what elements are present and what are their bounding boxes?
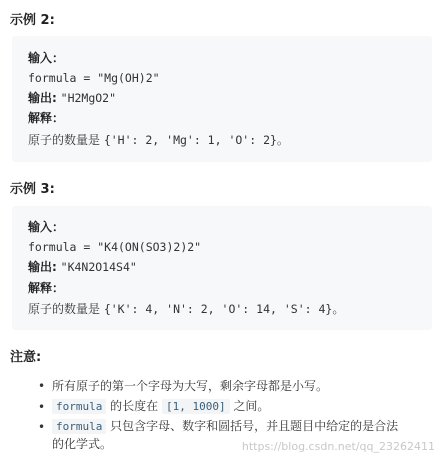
note-1-bullet: • — [38, 379, 46, 393]
notes-heading: 注意: — [10, 350, 42, 365]
example-2-input-label: 输入： — [28, 51, 65, 65]
example-2-explain-code: {'H': 2, 'Mg': 1, 'O': 2} — [103, 133, 277, 147]
note-3-code-formula: formula — [52, 419, 106, 434]
example-2-explain-row: 原子的数量是 {'H': 2, 'Mg': 1, 'O': 2}。 — [28, 133, 289, 147]
example-3-input-label: 输入： — [28, 220, 65, 234]
example-3-heading: 示例 3: — [10, 182, 55, 197]
example-2-output-label: 输出: — [28, 91, 57, 105]
example-3-output-value: "K4N2O14S4" — [60, 260, 137, 274]
note-2-bullet: • — [38, 400, 46, 414]
example-3-explain-row: 原子的数量是 {'K': 4, 'N': 2, 'O': 14, 'S': 4}。 — [28, 302, 345, 316]
watermark: https://blog.csdn.net/qq_23262411 — [241, 440, 435, 453]
example-2-box — [12, 36, 432, 162]
example-3-output-label: 输出: — [28, 260, 57, 274]
note-3-row: formula 只包含字母、数字和圆括号，并且题目中给定的是合法 — [52, 418, 398, 435]
note-3-row-continued: 的化学式。 — [52, 437, 113, 451]
note-2-code-formula: formula — [52, 399, 106, 414]
note-2-row: formula 的长度在 [1, 1000] 之间。 — [52, 398, 269, 415]
example-2-output-row — [28, 90, 116, 106]
note-2-code-range: [1, 1000] — [162, 399, 230, 414]
example-2-heading: 示例 2: — [10, 13, 55, 28]
note-3-bullet: • — [38, 420, 46, 434]
example-2-explain-label: 解释： — [28, 111, 65, 125]
note-1-text: 所有原子的第一个字母为大写，剩余字母都是小写。 — [52, 379, 329, 393]
example-3-explain-label: 解释： — [28, 281, 65, 295]
example-3-explain-code: {'K': 4, 'N': 2, 'O': 14, 'S': 4} — [103, 302, 333, 316]
example-3-output-row — [28, 259, 137, 275]
example-3-input-code: formula = "K4(ON(SO3)2)2" — [28, 240, 202, 254]
example-2-output-value: "H2MgO2" — [60, 91, 117, 105]
example-3-box — [12, 206, 432, 330]
example-2-input-code: formula = "Mg(OH)2" — [28, 71, 160, 85]
